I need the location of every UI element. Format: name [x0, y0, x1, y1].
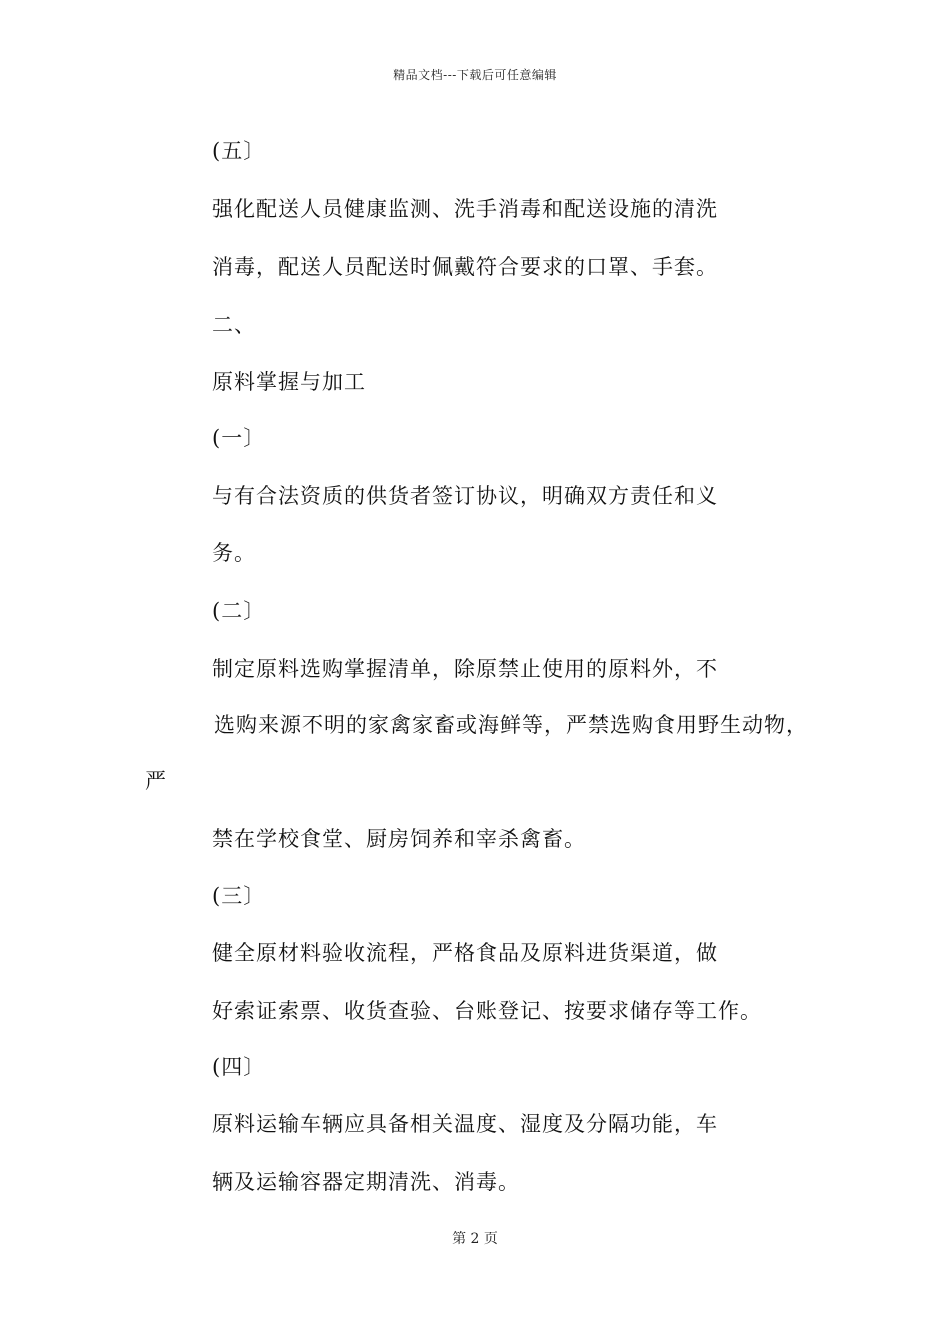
chapter-title: 原料掌握与加工 [212, 370, 366, 394]
section-heading-5: (五〕 [212, 139, 266, 163]
paragraph-line: 选购来源不明的家禽家畜或海鲜等，严禁选购食用野生动物， [214, 713, 808, 737]
paragraph-line: 好索证索票、收货查验、台账登记、按要求储存等工作。 [212, 999, 762, 1023]
section-heading-3: (三〕 [212, 884, 266, 908]
paragraph-line: 消毒，配送人员配送时佩戴符合要求的口罩、手套。 [212, 255, 718, 279]
paragraph-line: 务。 [212, 541, 256, 565]
paragraph-line: 禁在学校食堂、厨房饲养和宰杀禽畜。 [212, 827, 586, 851]
page-number: 第 2 页 [452, 1231, 498, 1247]
paragraph-line: 严 [145, 769, 167, 793]
paragraph-line: 制定原料选购掌握清单，除原禁止使用的原料外，不 [212, 657, 718, 681]
page-header: 精品文档---下载后可任意编辑 [393, 68, 557, 82]
section-heading-2: (二〕 [212, 599, 266, 623]
section-heading-1: (一〕 [212, 426, 266, 450]
paragraph-line: 辆及运输容器定期清洗、消毒。 [212, 1170, 520, 1194]
paragraph-line: 强化配送人员健康监测、洗手消毒和配送设施的清洗 [212, 197, 718, 221]
chapter-heading: 二、 [212, 313, 256, 337]
paragraph-line: 与有合法资质的供货者签订协议，明确双方责任和义 [212, 484, 718, 508]
paragraph-line: 健全原材料验收流程，严格食品及原料进货渠道，做 [212, 941, 718, 965]
section-heading-4: (四〕 [212, 1055, 266, 1079]
paragraph-line: 原料运输车辆应具备相关温度、湿度及分隔功能，车 [212, 1112, 718, 1136]
